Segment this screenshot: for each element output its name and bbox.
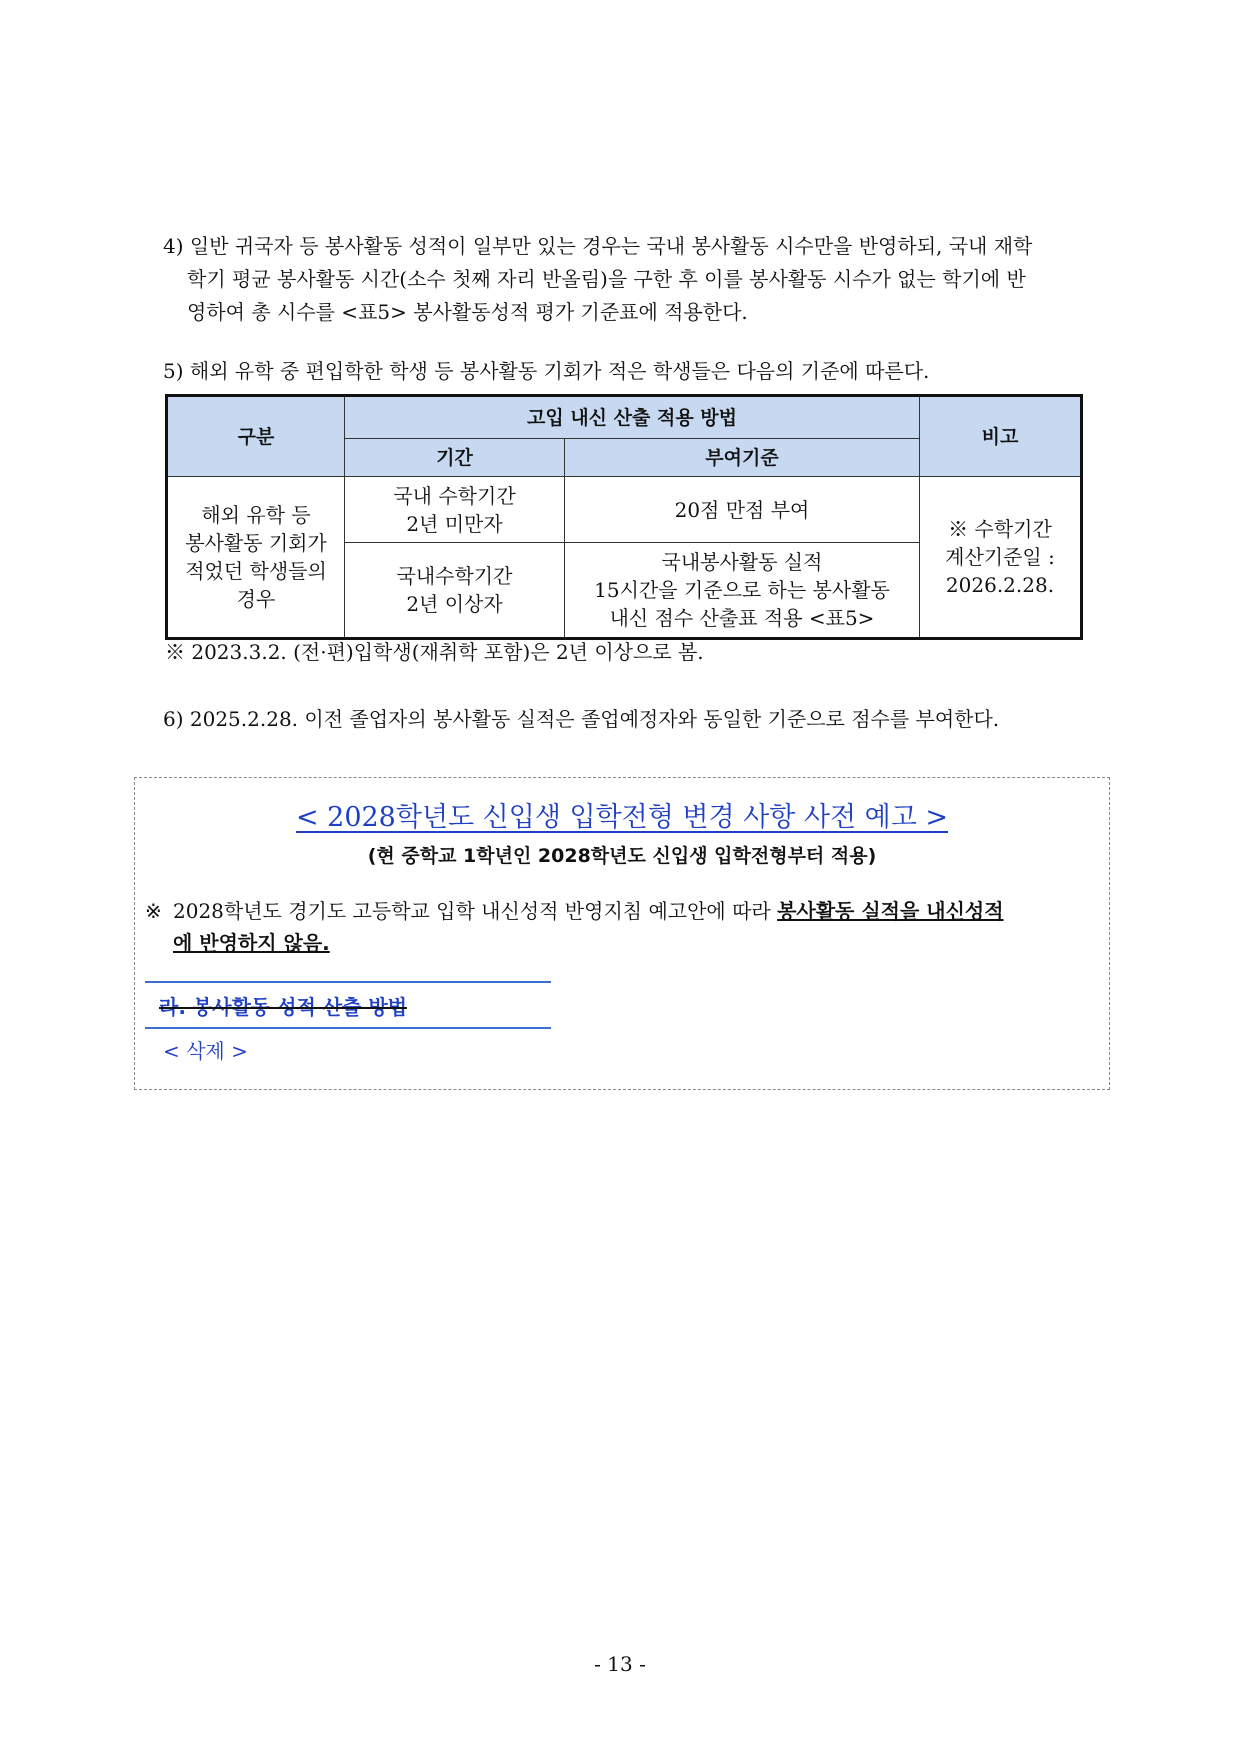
notice-box: [134, 777, 1110, 1090]
paragraph-4-line-1: 4) 일반 귀국자 등 봉사활동 성적이 일부만 있는 경우는 국내 봉사활동 시수만을 반영하되, 국내 재학: [163, 234, 1033, 258]
page-number: - 13 -: [594, 1652, 646, 1676]
row1-criteria: 20점 만점 부여: [565, 477, 920, 543]
paragraph-4-line-3: 영하여 총 시수를 <표5> 봉사활동성적 평가 기준표에 적용한다.: [187, 300, 748, 324]
notice-highlight: 봉사활동 실적을 내신성적: [777, 899, 1004, 923]
header-method: 고입 내신 산출 적용 방법: [345, 396, 920, 439]
header-period: 기간: [345, 439, 565, 477]
paragraph-4-line-2: 학기 평균 봉사활동 시간(소수 첫째 자리 반올림)을 구한 후 이를 봉사활동 시수가 없는 학기에 반: [187, 267, 1026, 291]
criteria-table: [165, 394, 1083, 640]
deleted-heading: 라. 봉사활동 성적 산출 방법: [145, 981, 551, 1029]
note-cell: ※ 수학기간 계산기준일 : 2026.2.28.: [920, 477, 1082, 639]
notice-title: < 2028학년도 신입생 입학전형 변경 사항 사전 예고 >: [295, 802, 949, 833]
header-category: 구분: [167, 396, 345, 477]
row1-period: 국내 수학기간 2년 미만자: [345, 477, 565, 543]
table-footnote: ※ 2023.3.2. (전·편)입학생(재취학 포함)은 2년 이상으로 봄.: [165, 640, 704, 664]
paragraph-4: [163, 230, 1108, 329]
header-note: 비고: [920, 396, 1082, 477]
row2-criteria: 국내봉사활동 실적 15시간을 기준으로 하는 봉사활동 내신 점수 산출표 적용 <표5>: [565, 543, 920, 639]
row2-period: 국내수학기간 2년 이상자: [345, 543, 565, 639]
reference-mark: ※: [145, 899, 162, 923]
notice-highlight-cont: 에 반영하지 않음.: [173, 931, 330, 955]
paragraph-5: 5) 해외 유학 중 편입학한 학생 등 봉사활동 기회가 적은 학생들은 다음의 기준에 따른다.: [163, 359, 930, 383]
notice-subtitle: (현 중학교 1학년인 2028학년도 신입생 입학전형부터 적용): [367, 845, 877, 867]
header-criteria: 부여기준: [565, 439, 920, 477]
paragraph-6: 6) 2025.2.28. 이전 졸업자의 봉사활동 실적은 졸업예정자와 동일한 기준으로 점수를 부여한다.: [163, 707, 1000, 731]
notice-body: ※ 2028학년도 경기도 고등학교 입학 내신성적 반영지침 예고안에 따라 봉사활동 실적을 내신성적 에 반영하지 않음.: [145, 895, 1105, 959]
deleted-label: < 삭제 >: [163, 1039, 248, 1063]
category-cell: 해외 유학 등 봉사활동 기회가 적었던 학생들의 경우: [167, 477, 345, 639]
